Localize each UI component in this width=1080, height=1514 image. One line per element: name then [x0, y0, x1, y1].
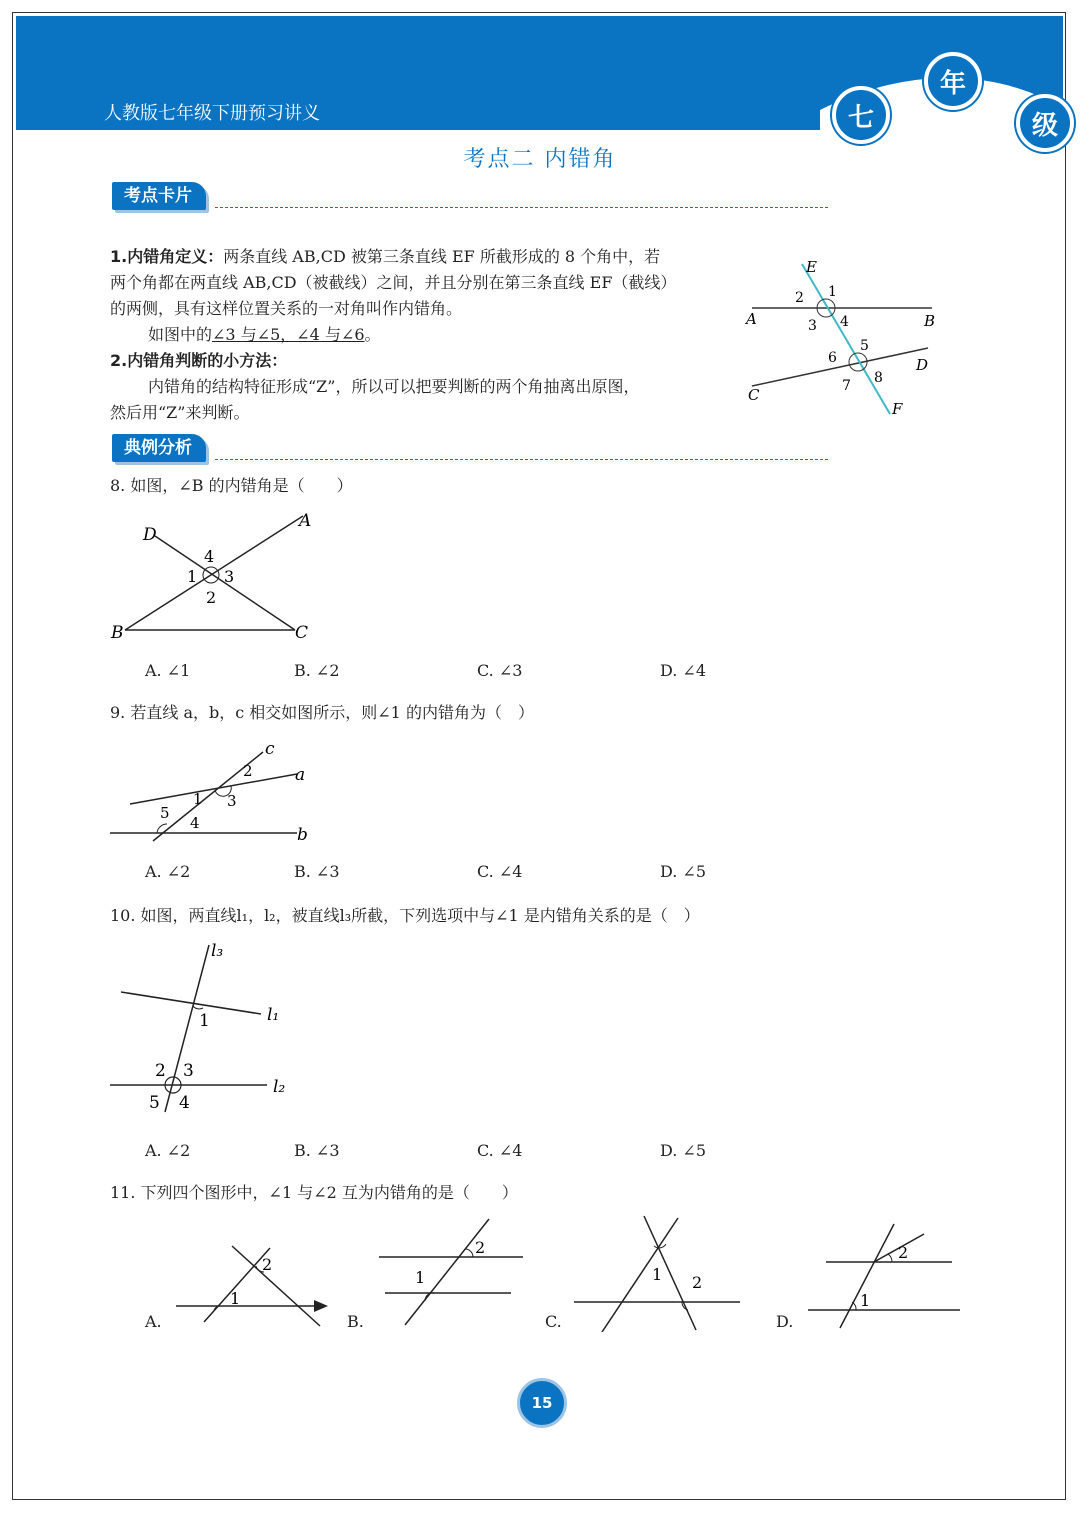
question-10-stem: 10. 如图，两直线l₁，l₂，被直线l₃所截，下列选项中与∠1 是内错角关系的是（ ）	[110, 906, 700, 925]
q10-label-2: 2	[155, 1061, 166, 1081]
q11-figure-d	[800, 1218, 970, 1333]
q8-label-3: 3	[224, 567, 235, 586]
grade-badge-level: 级	[1016, 94, 1074, 152]
q11-figure-a	[170, 1240, 340, 1330]
question-8-figure	[105, 510, 325, 645]
q11a-label-2: 2	[262, 1255, 273, 1274]
example-suffix: 。	[364, 325, 381, 344]
card-label-2: 2	[795, 290, 804, 306]
card-figure	[740, 252, 950, 427]
q8-label-D: D	[143, 525, 157, 545]
q8-label-A: A	[299, 511, 312, 531]
card-label-D: D	[916, 356, 929, 374]
card-label-F: F	[892, 400, 903, 418]
definition-line-1: 两条直线 AB,CD 被第三条直线 EF 所截形成的 8 个角中，若	[223, 247, 661, 266]
q11b-label-1: 1	[415, 1268, 426, 1287]
method-line-2: 然后用“Z”来判断。	[110, 403, 250, 422]
q9-label-4: 4	[190, 814, 200, 832]
q11d-label-1: 1	[860, 1291, 871, 1310]
q8-label-1: 1	[187, 567, 198, 586]
method-label: 2.内错角判断的小方法：	[110, 351, 288, 370]
q11-option-c: C.	[545, 1312, 562, 1331]
q11-option-d: D.	[776, 1312, 794, 1331]
q10-label-1: 1	[199, 1011, 210, 1031]
example-prefix: 如图中的	[148, 325, 213, 344]
q9-option-b: B. ∠3	[294, 862, 340, 881]
card-tag: 考点卡片	[112, 182, 206, 210]
q11d-label-2: 2	[898, 1243, 909, 1262]
definition-line-3: 的两侧，具有这样位置关系的一对角叫作内错角。	[110, 299, 463, 318]
q10-label-l3: l₃	[211, 941, 224, 961]
grade-badge-year: 年	[924, 52, 982, 110]
definition-block	[110, 244, 740, 426]
q8-label-C: C	[295, 623, 309, 643]
q9-option-d: D. ∠5	[660, 862, 707, 881]
q11-option-b: B.	[347, 1312, 364, 1331]
q10-option-a: A. ∠2	[145, 1141, 191, 1160]
q11-figure-c	[570, 1212, 750, 1332]
q8-option-c: C. ∠3	[477, 661, 523, 680]
q10-label-3: 3	[183, 1061, 194, 1081]
q9-label-2: 2	[243, 762, 253, 780]
card-label-5: 5	[860, 338, 869, 354]
q9-option-a: A. ∠2	[145, 862, 191, 881]
q11-figure-b	[375, 1215, 535, 1330]
q10-label-5: 5	[149, 1093, 160, 1113]
card-label-1: 1	[828, 284, 837, 300]
section-title: 考点二 内错角	[463, 147, 617, 172]
q9-label-3: 3	[227, 792, 237, 810]
q9-label-5: 5	[160, 804, 170, 822]
question-9-figure	[105, 738, 325, 848]
q8-label-B: B	[111, 623, 124, 643]
method-line-1: 内错角的结构特征形成“Z”，所以可以把要判断的两个角抽离出原图，	[148, 377, 640, 396]
q9-label-c: c	[265, 739, 275, 759]
q8-option-a: A. ∠1	[145, 661, 191, 680]
q11c-label-1: 1	[652, 1265, 663, 1284]
examples-divider	[215, 459, 828, 460]
examples-tag: 典例分析	[112, 434, 206, 462]
q10-option-b: B. ∠3	[294, 1141, 340, 1160]
card-label-B: B	[924, 312, 936, 330]
q10-label-l2: l₂	[273, 1077, 286, 1097]
card-label-8: 8	[874, 370, 883, 386]
q10-option-c: C. ∠4	[477, 1141, 523, 1160]
q8-label-2: 2	[206, 588, 217, 607]
q11-option-a: A.	[145, 1312, 162, 1331]
q8-label-4: 4	[204, 547, 215, 566]
card-label-E: E	[806, 258, 817, 276]
q9-label-1: 1	[193, 790, 203, 808]
card-label-6: 6	[828, 350, 837, 366]
q10-option-d: D. ∠5	[660, 1141, 707, 1160]
card-label-4: 4	[840, 314, 849, 330]
q10-label-4: 4	[179, 1093, 190, 1113]
example-pairs: ∠3 与∠5，∠4 与∠6	[212, 325, 365, 344]
q10-label-l1: l₁	[267, 1005, 280, 1025]
q11a-label-1: 1	[230, 1289, 241, 1308]
card-label-C: C	[748, 386, 760, 404]
q11c-label-2: 2	[692, 1273, 703, 1292]
question-11-stem: 11. 下列四个图形中，∠1 与∠2 互为内错角的是（ ）	[110, 1183, 518, 1202]
card-label-A: A	[746, 310, 757, 328]
q11b-label-2: 2	[475, 1238, 486, 1257]
card-label-7: 7	[842, 378, 851, 394]
definition-label: 1.内错角定义：	[110, 247, 224, 266]
q8-option-d: D. ∠4	[660, 661, 707, 680]
definition-line-2: 两个角都在两直线 AB,CD（被截线）之间，并且分别在第三条直线 EF（截线）	[110, 273, 677, 292]
q9-label-a: a	[295, 765, 306, 785]
grade-badge-seven: 七	[832, 86, 890, 144]
header-title: 人教版七年级下册预习讲义	[104, 103, 320, 124]
question-10-figure	[105, 940, 325, 1120]
question-9-stem: 9. 若直线 a，b，c 相交如图所示，则∠1 的内错角为（ ）	[110, 703, 534, 722]
card-divider	[215, 207, 828, 208]
q9-label-b: b	[297, 825, 308, 845]
q9-option-c: C. ∠4	[477, 862, 523, 881]
page-number: 15	[517, 1378, 567, 1428]
card-label-3: 3	[808, 318, 817, 334]
question-8-stem: 8. 如图，∠B 的内错角是（ ）	[110, 476, 353, 495]
q8-option-b: B. ∠2	[294, 661, 340, 680]
